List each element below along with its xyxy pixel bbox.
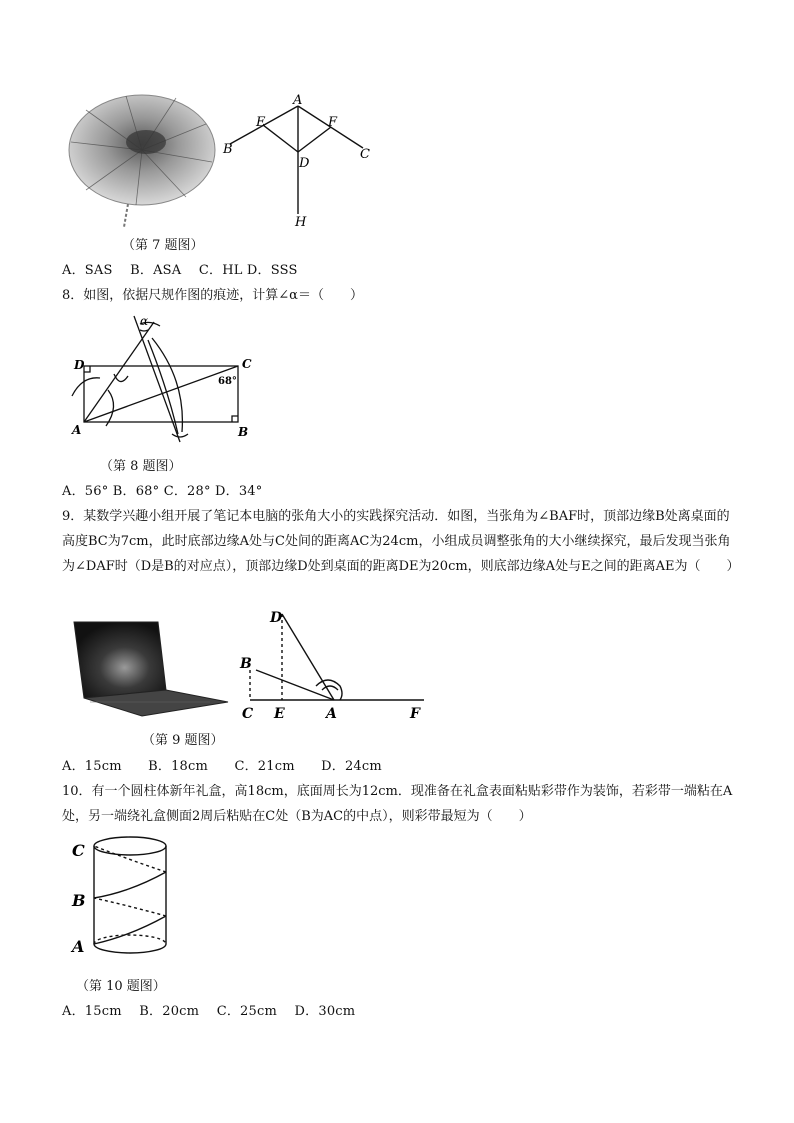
laptop-photo bbox=[70, 618, 230, 718]
q10-caption: （第 10 题图） bbox=[76, 979, 166, 994]
q8-geometry-figure bbox=[68, 310, 258, 450]
q7-label-c: C bbox=[360, 147, 370, 162]
q9-label-c: C bbox=[242, 706, 254, 722]
q7-options: A．SAS B．ASA C．HL D．SSS bbox=[62, 263, 298, 278]
q9-label-a: A bbox=[326, 706, 337, 722]
q8-stem: 8．如图，依据尺规作图的痕迹，计算∠α＝（ ） bbox=[62, 288, 363, 303]
q7-label-a: A bbox=[293, 93, 303, 108]
q8-label-c: C bbox=[242, 357, 252, 371]
q8-label-alpha: α bbox=[140, 314, 149, 328]
q10-cylinder-figure bbox=[68, 832, 178, 962]
q9-stem: 9．某数学兴趣小组开展了笔记本电脑的张角大小的实践探究活动．如图，当张角为∠BAF时，顶部边缘B处离桌面的高度BC为7cm，此时底部边缘A处与C处间的距离AC为24cm，小组成员调整张角的大小继续探究，最后发现当张角为∠DAF时（D是B的对应点），顶部边缘D处到桌面的距离DE为20cm，则底部边缘A处与E之间的距离AE为（ ） bbox=[62, 509, 740, 574]
umbrella-photo bbox=[66, 92, 216, 232]
q10-stem: 10．有一个圆柱体新年礼盒，高18cm，底面周长为12cm．现准备在礼盒表面粘贴彩带作为装饰，若彩带一端粘在A处，另一端绕礼盒侧面2周后粘贴在C处（B为AC的中点），则彩带最短为（ ） bbox=[62, 784, 733, 824]
q10-label-a: A bbox=[72, 937, 85, 956]
q8-label-angle: 68° bbox=[218, 376, 237, 387]
q7-label-f: F bbox=[328, 115, 338, 130]
q10-label-c: C bbox=[72, 841, 85, 860]
q7-geometry-figure bbox=[220, 92, 380, 232]
q7-label-e: E bbox=[256, 115, 266, 130]
q9-options: A．15cm B．18cm C．21cm D．24cm bbox=[62, 759, 382, 774]
q7-label-b: B bbox=[223, 142, 233, 157]
q10-label-b: B bbox=[72, 891, 86, 910]
q9-label-f: F bbox=[410, 706, 420, 722]
q8-options: A．56° B．68° C．28° D．34° bbox=[62, 484, 263, 499]
q9-label-b: B bbox=[240, 656, 252, 672]
q8-caption: （第 8 题图） bbox=[100, 459, 182, 474]
q8-label-d: D bbox=[74, 358, 85, 372]
q7-label-h: H bbox=[295, 215, 307, 230]
q9-label-d: D bbox=[270, 610, 283, 626]
q10-options: A．15cm B．20cm C．25cm D．30cm bbox=[62, 1004, 356, 1019]
q8-label-a: A bbox=[72, 423, 82, 437]
q9-label-e: E bbox=[274, 706, 285, 722]
q8-label-b: B bbox=[238, 425, 249, 439]
q9-geometry-figure bbox=[236, 608, 436, 723]
q7-caption: （第 7 题图） bbox=[122, 238, 204, 253]
q9-caption: （第 9 题图） bbox=[142, 733, 224, 748]
q7-label-d: D bbox=[299, 156, 310, 171]
